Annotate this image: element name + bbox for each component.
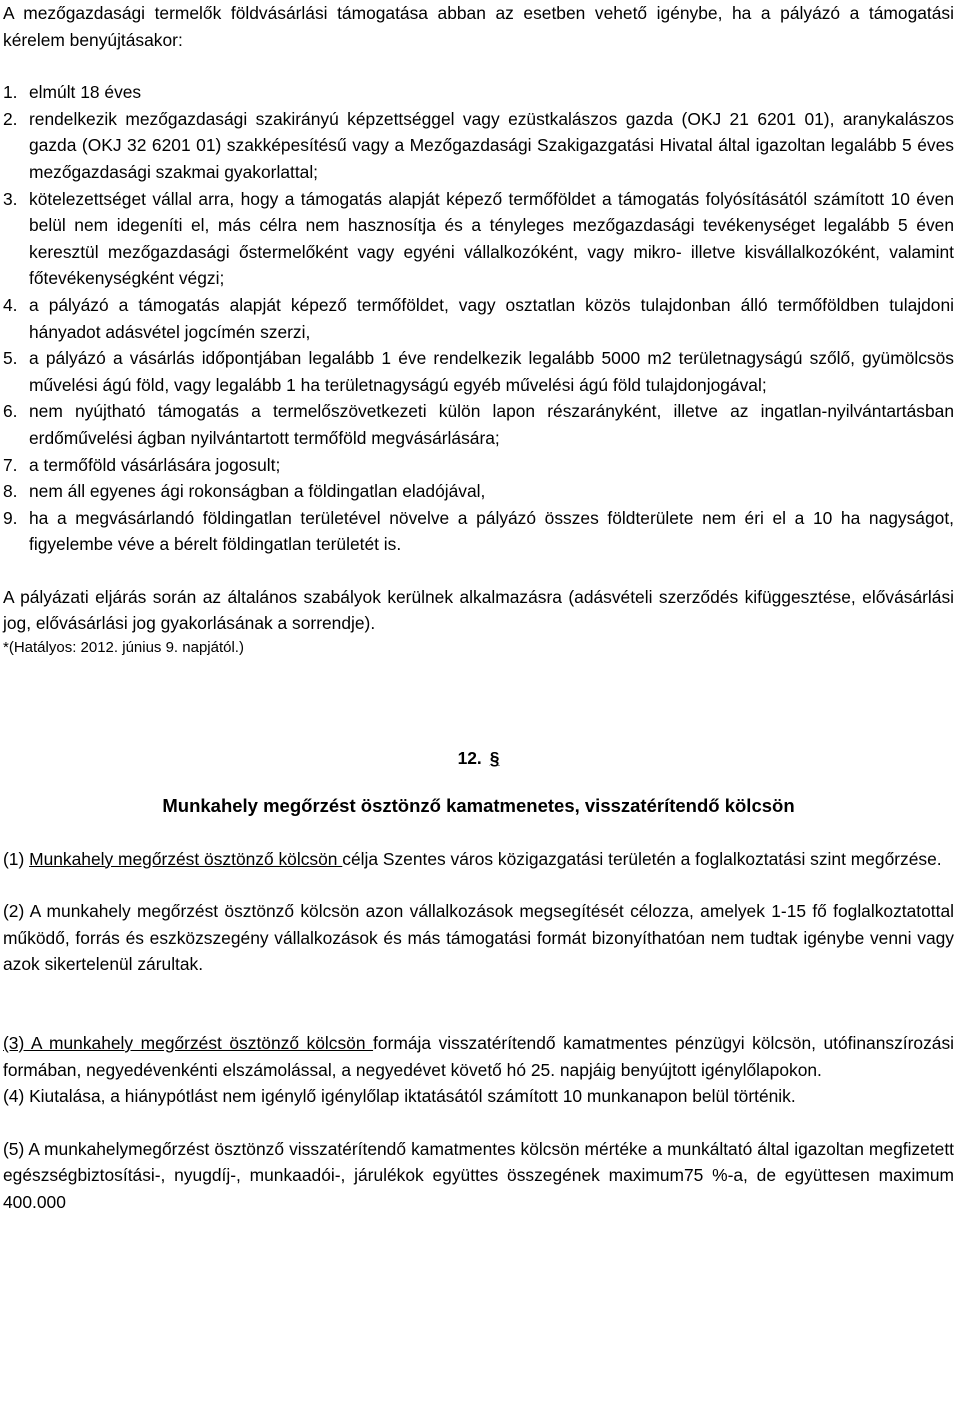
list-item-text: a pályázó a támogatás alapját képező termőföldet, vagy osztatlan közös tulajdonban álló termőföldben tulajdoni hányadot adásvétel jogcímén szerzi, <box>29 294 954 342</box>
list-item <box>3 106 954 186</box>
paragraph-1-underlined: Munkahely megőrzést ösztönző kölcsön <box>29 848 343 869</box>
list-item-text: rendelkezik mezőgazdasági szakirányú képzettséggel vagy ezüstkalászos gazda (OKJ 21 6201 01), aranykalászos gazda (OKJ 32 6201 01) szakképesítésű vagy a Mezőgazdasági Szakigazgatási Hivatal által igazoltan legalább 5 éves mezőgazdasági szakmai gyakorlattal; <box>29 108 954 182</box>
paragraph-1-prefix: (1) <box>3 848 30 869</box>
list-item <box>3 452 954 479</box>
list-item-text: a pályázó a vásárlás időpontjában legalább 1 éve rendelkezik legalább 5000 m2 területnagyságú szőlő, gyümölcsös művelési ágú föld, vagy legalább 1 ha területnagyságú egyéb művelési ágú föld tulajdonjogával; <box>29 348 954 395</box>
paragraph-5: (5) A munkahelymegőrzést ösztönző visszatérítendő kamatmentes kölcsön mértéke a munkáltató által igazoltan megfizetett egészségbiztosítási-, nyugdíj-, munkaadói-, járulékok együttes összegének maximum75 %-a, de együttesen maximum 400.000 <box>3 1138 954 1212</box>
list-item <box>3 186 954 292</box>
section-title: Munkahely megőrzést ösztönző kamatmenetes, visszatérítendő kölcsön <box>162 795 795 817</box>
list-item-number: 9. <box>3 507 18 528</box>
list-item-text: nem nyújtható támogatás a termelőszövetkezeti külön lapon részarányként, illetve az ingatlan-nyilvántartásban erdőművelési ágban nyilvántartott termőföld megvásárlására; <box>29 401 954 448</box>
list-item-text: kötelezettséget vállal arra, hogy a támogatás alapját képező termőföldet a támogatás folyósításától számított 10 éven belül nem idegeníti el, más célra nem hasznosítja és a tényleges mezőgazdasági tevékenységet legalább 5 éven keresztül mezőgazdasági őstermelőként vagy egyéni vállalkozóként, vagy mikro- illetve kisvállalkozóként, valamint főtevékenységként végzi; <box>29 188 954 289</box>
list-item-number: 1. <box>3 82 18 103</box>
paragraph-3-rest: formája visszatérítendő kamatmentes pénzügyi kölcsön, utófinanszírozási formában, negyedévenkénti elszámolással, a negyedévet követő hó 25. napjáig benyújtott igénylőlapokon. <box>3 1033 955 1080</box>
section-number-text: 12. <box>457 748 482 769</box>
list-item-text: nem áll egyenes ági rokonságban a földingatlan eladójával, <box>29 481 486 502</box>
list-item <box>3 79 954 106</box>
list-item-number: 3. <box>3 188 18 209</box>
list-item <box>3 505 954 558</box>
list-item <box>3 398 954 451</box>
list-item-number: 8. <box>3 481 18 502</box>
paragraph-3 <box>3 1030 954 1083</box>
eligibility-list <box>3 79 954 558</box>
list-item-text: a termőföld vásárlására jogosult; <box>29 454 281 475</box>
procedure-paragraph: A pályázati eljárás során az általános szabályok kerülnek alkalmazásra (adásvételi szerződés kifüggesztése, elővásárlási jog, elővásárlási jog gyakorlásának a sorrendje). <box>3 586 954 634</box>
section-symbol: § <box>489 748 500 769</box>
paragraph-1 <box>3 846 954 873</box>
list-item-number: 5. <box>3 348 18 369</box>
section-number <box>3 745 954 771</box>
list-item-number: 2. <box>3 108 18 129</box>
list-item <box>3 478 954 505</box>
list-item <box>3 292 954 345</box>
paragraph-1-rest: célja Szentes város közigazgatási területén a foglalkoztatási szint megőrzése. <box>342 848 942 869</box>
list-item-text: ha a megvásárlandó földingatlan területével növelve a pályázó összes földterülete nem éri el a 10 ha nagyságot, figyelembe véve a bérelt földingatlan területét is. <box>29 507 954 555</box>
paragraph-3-underlined: (3) A munkahely megőrzést ösztönző kölcsön <box>3 1033 374 1054</box>
intro-paragraph: A mezőgazdasági termelők földvásárlási támogatása abban az esetben vehető igénybe, ha a pályázó a támogatási kérelem benyújtásakor: <box>3 3 954 50</box>
list-item-number: 6. <box>3 401 18 422</box>
paragraph-2: (2) A munkahely megőrzést ösztönző kölcsön azon vállalkozások megsegítését célozza, amelyek 1-15 fő foglalkoztatottal működő, forrás és eszközszegény vállalkozások és más támogatási formát bizonyíthatóan nem tudtak igénybe venni vagy azok sikertelenül zárultak. <box>3 901 954 975</box>
list-item-number: 4. <box>3 294 18 315</box>
effective-note: *(Hatályos: 2012. június 9. napjától.) <box>3 639 244 657</box>
list-item-text: elmúlt 18 éves <box>29 82 142 103</box>
list-item <box>3 345 954 398</box>
paragraph-4: (4) Kiutalása, a hiánypótlást nem igénylő igénylőlap iktatásától számított 10 munkanapon belül történik. <box>3 1086 796 1107</box>
list-item-number: 7. <box>3 454 18 475</box>
